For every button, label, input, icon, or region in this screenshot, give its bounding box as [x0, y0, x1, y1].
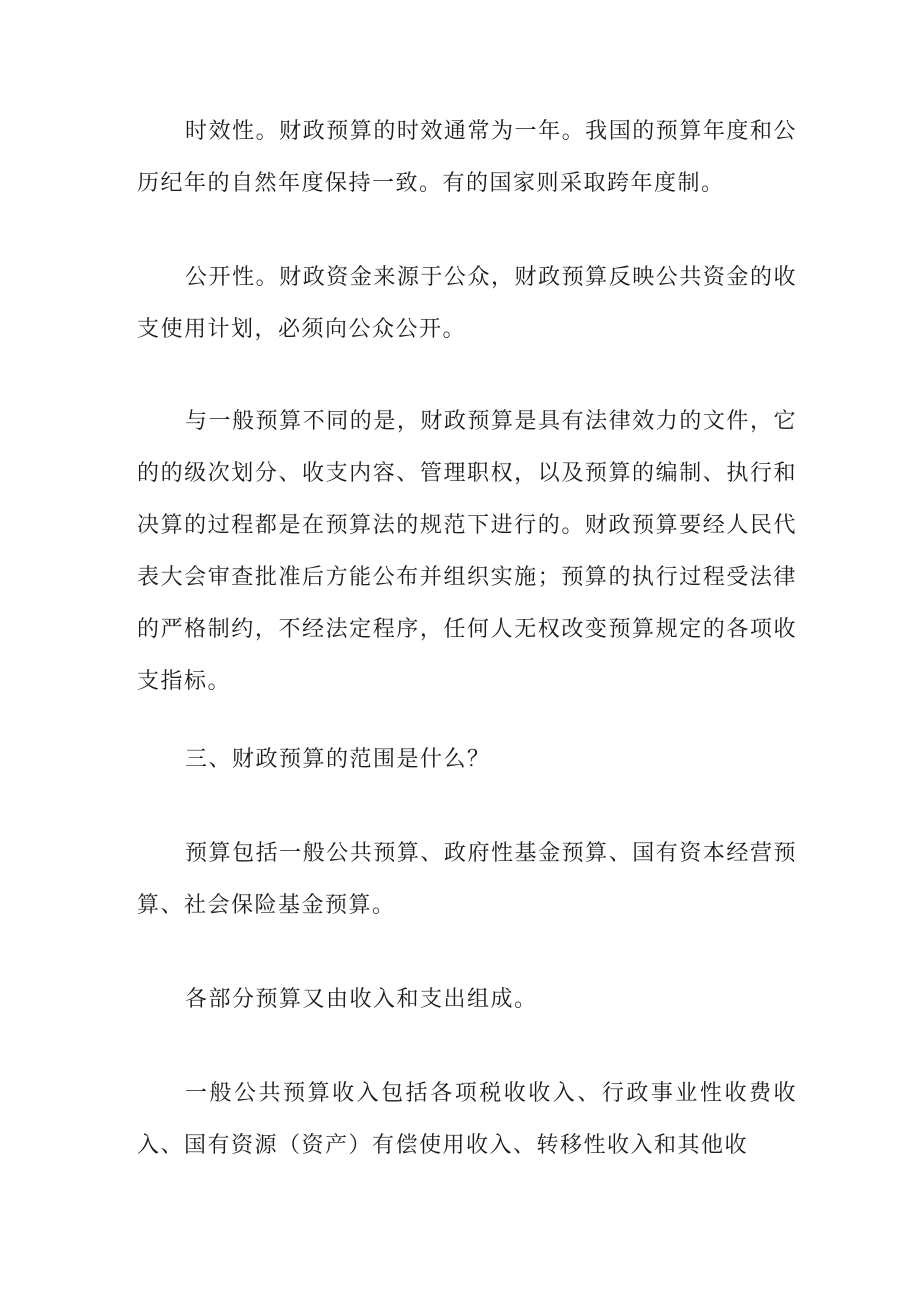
section-heading-scope: 三、财政预算的范围是什么？: [185, 747, 491, 772]
paragraph-budget-components: 各部分预算又由收入和支出组成。: [185, 987, 538, 1012]
paragraph-legality: 与一般预算不同的是，财政预算是具有法律效力的文件，它的的级次划分、收支内容、管理职权，以及预算的编制、执行和决算的过程都是在预算法的规范下进行的。财政预算要经人民代表大会审查批准后方能公布并组织实施；预算的执行过程受法律的严格制约，不经法定程序，任何人无权改变预算规定的各项收支指标。: [137, 409, 797, 694]
paragraph-openness: 公开性。财政资金来源于公众，财政预算反映公共资金的收支使用计划，必须向公众公开。: [137, 265, 797, 342]
paragraph-public-revenue: 一般公共预算收入包括各项税收收入、行政事业性收费收入、国有资源（资产）有偿使用收入、转移性收入和其他收: [137, 1081, 797, 1158]
paragraph-budget-types: 预算包括一般公共预算、政府性基金预算、国有资本经营预算、社会保险基金预算。: [137, 841, 797, 918]
paragraph-timeliness: 时效性。财政预算的时效通常为一年。我国的预算年度和公历纪年的自然年度保持一致。有的国家则采取跨年度制。: [137, 119, 797, 196]
